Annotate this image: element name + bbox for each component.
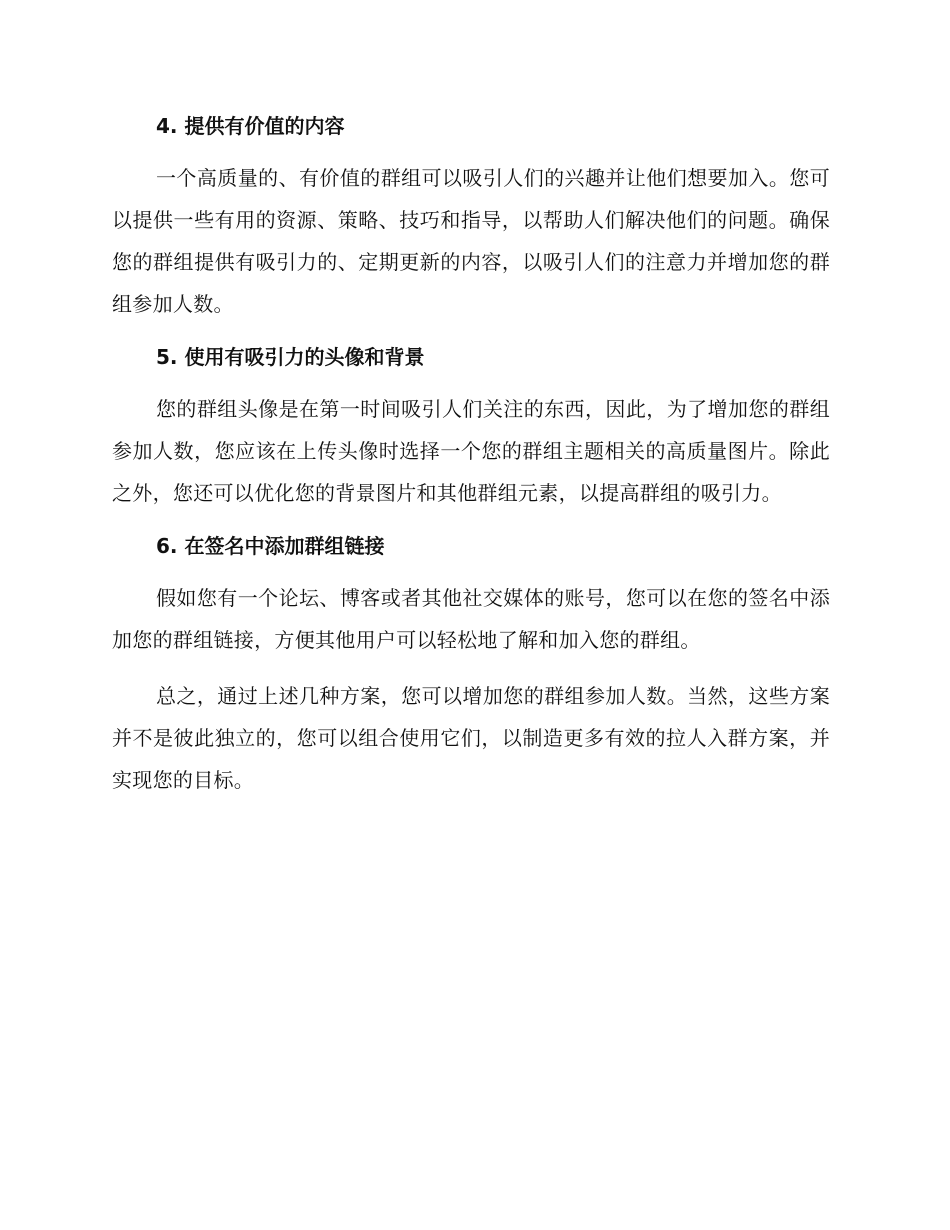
section-5 (112, 339, 830, 514)
section-paragraph: 一个高质量的、有价值的群组可以吸引人们的兴趣并让他们想要加入。您可以提供一些有用的资源、策略、技巧和指导，以帮助人们解决他们的问题。确保您的群组提供有吸引力的、定期更新的内容，以吸引人们的注意力并增加您的群组参加人数。 (112, 166, 830, 316)
conclusion-paragraph: 总之，通过上述几种方案，您可以增加您的群组参加人数。当然，这些方案并不是彼此独立的，您可以组合使用它们，以制造更多有效的拉人入群方案，并实现您的目标。 (112, 684, 830, 792)
document-body (112, 108, 830, 801)
section-6 (112, 528, 830, 661)
section-paragraph: 您的群组头像是在第一时间吸引人们关注的东西，因此，为了增加您的群组参加人数，您应该在上传头像时选择一个您的群组主题相关的高质量图片。除此之外，您还可以优化您的背景图片和其他群组元素，以提高群组的吸引力。 (112, 397, 830, 505)
section-4 (112, 108, 830, 325)
section-heading: 6. 在签名中添加群组链接 (156, 534, 385, 558)
section-heading: 5. 使用有吸引力的头像和背景 (156, 345, 425, 369)
section-heading: 4. 提供有价值的内容 (156, 114, 345, 138)
section-paragraph: 假如您有一个论坛、博客或者其他社交媒体的账号，您可以在您的签名中添加您的群组链接，方便其他用户可以轻松地了解和加入您的群组。 (112, 586, 830, 652)
